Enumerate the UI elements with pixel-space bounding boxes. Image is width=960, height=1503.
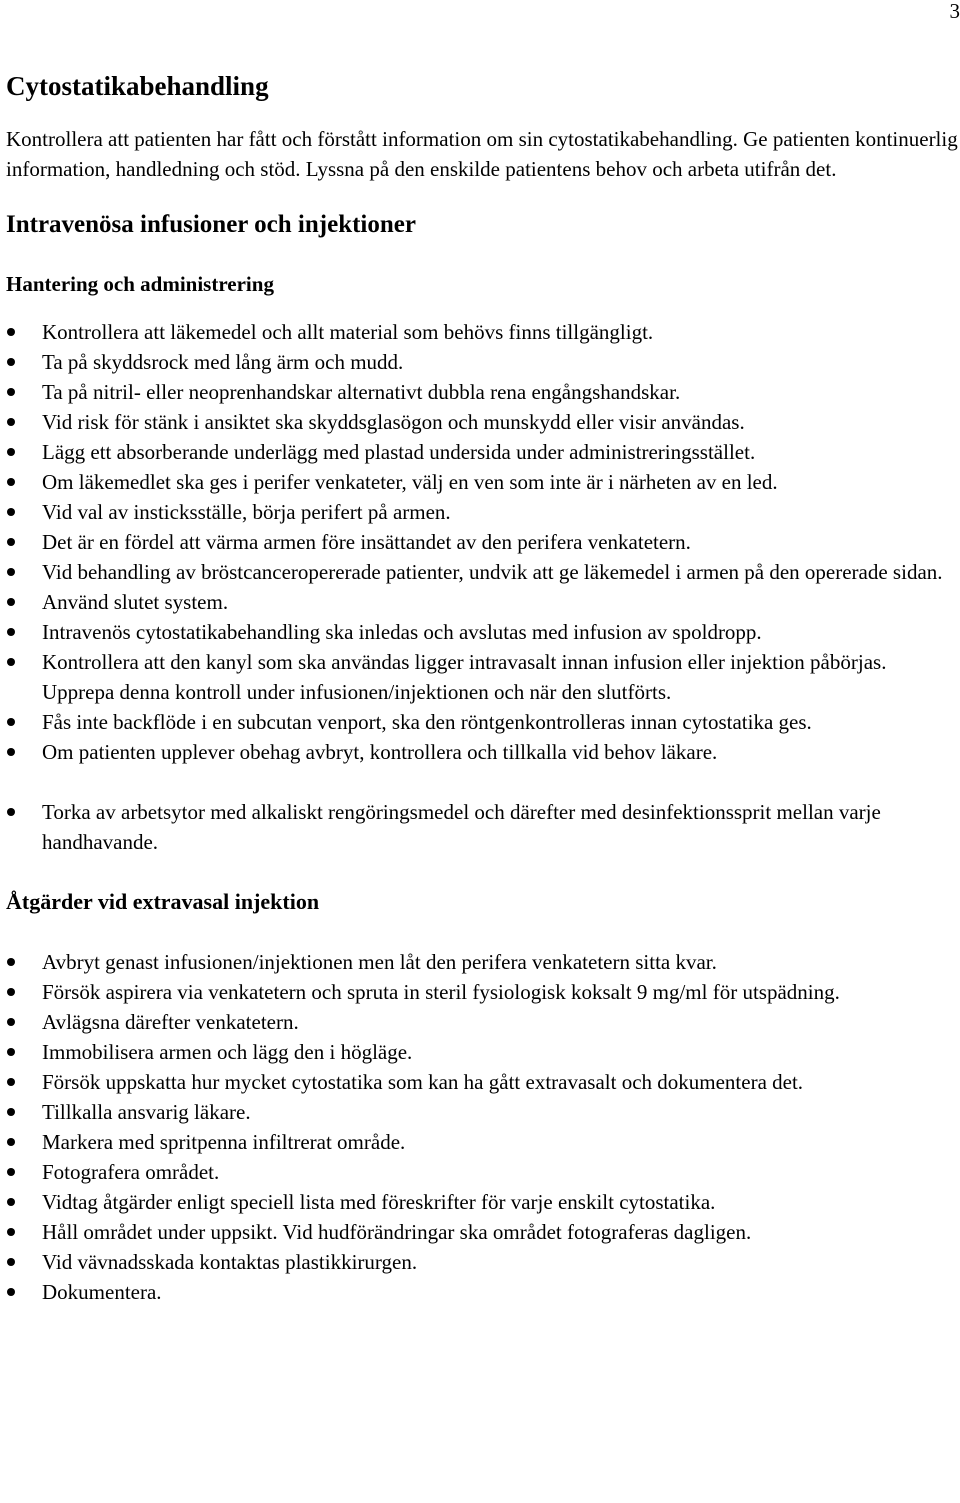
list-item <box>6 467 958 497</box>
list-item-text: Immobilisera armen och lägg den i högläge. <box>42 1040 413 1064</box>
bullet-icon <box>7 538 15 546</box>
list-item <box>6 497 958 527</box>
list-item <box>6 1277 958 1307</box>
bullet-icon <box>7 1228 15 1236</box>
handling-bullet-list <box>6 317 958 857</box>
list-item-text: Fotografera området. <box>42 1160 220 1184</box>
list-item <box>6 1037 958 1067</box>
list-item <box>6 1067 958 1097</box>
bullet-icon <box>7 358 15 366</box>
bullet-icon <box>7 808 15 816</box>
bullet-icon <box>7 1258 15 1266</box>
list-item <box>6 407 958 437</box>
list-item-text: Markera med spritpenna infiltrerat område. <box>42 1130 406 1154</box>
list-item <box>6 587 958 617</box>
extravasal-bullet-list <box>6 947 958 1307</box>
bullet-icon <box>7 1048 15 1056</box>
list-item-text: Dokumentera. <box>42 1280 162 1304</box>
bullet-icon <box>7 568 15 576</box>
list-item-text: Använd slutet system. <box>42 590 229 614</box>
list-item-text: Försök uppskatta hur mycket cytostatika som kan ha gått extravasalt och dokumentera det. <box>42 1070 804 1094</box>
list-item-text: Vid val av insticksställe, börja perifert på armen. <box>42 500 451 524</box>
list-item-text: Vid vävnadsskada kontaktas plastikkirurgen. <box>42 1250 418 1274</box>
subsection-heading-handling: Hantering och administrering <box>6 272 274 296</box>
list-item <box>6 737 958 767</box>
bullet-icon <box>7 1138 15 1146</box>
bullet-icon <box>7 598 15 606</box>
list-item <box>6 527 958 557</box>
bullet-icon <box>7 388 15 396</box>
bullet-icon <box>7 1288 15 1296</box>
list-item-text: Vidtag åtgärder enligt speciell lista med föreskrifter för varje enskilt cytostatika. <box>42 1190 716 1214</box>
list-item <box>6 647 958 707</box>
section-heading-intravenous: Intravenösa infusioner och injektioner <box>6 211 416 238</box>
list-item <box>6 1187 958 1217</box>
intro-paragraph: Kontrollera att patienten har fått och förstått information om sin cytostatikabehandling. Ge patienten kontinuerlig information, handledning och stöd. Lyssna på den enskilde patientens behov och arbeta utifrån det. <box>6 127 958 181</box>
bullet-icon <box>7 508 15 516</box>
list-item <box>6 557 958 587</box>
list-item <box>6 797 958 857</box>
list-item-text: Ta på nitril- eller neoprenhandskar alternativt dubbla rena engångshandskar. <box>42 380 681 404</box>
section-heading-extravasal: Åtgärder vid extravasal injektion <box>6 889 320 914</box>
list-item-text: Torka av arbetsytor med alkaliskt rengöringsmedel och därefter med desinfektionssprit mellan varje handhavande. <box>42 800 881 854</box>
list-item <box>6 437 958 467</box>
bullet-icon <box>7 1198 15 1206</box>
document-body <box>6 68 958 1307</box>
list-item-text: Intravenös cytostatikabehandling ska inledas och avslutas med infusion av spoldropp. <box>42 620 762 644</box>
list-item-text: Kontrollera att läkemedel och allt material som behövs finns tillgängligt. <box>42 320 654 344</box>
bullet-icon <box>7 418 15 426</box>
bullet-icon <box>7 1078 15 1086</box>
list-item-text: Det är en fördel att värma armen före insättandet av den perifera venkatetern. <box>42 530 691 554</box>
document-title: Cytostatikabehandling <box>6 71 269 101</box>
list-item-text: Om patienten upplever obehag avbryt, kontrollera och tillkalla vid behov läkare. <box>42 740 718 764</box>
list-item-text: Tillkalla ansvarig läkare. <box>42 1100 251 1124</box>
list-item <box>6 1217 958 1247</box>
list-item <box>6 1097 958 1127</box>
page-number: 3 <box>949 0 960 23</box>
list-item <box>6 1157 958 1187</box>
list-item <box>6 1127 958 1157</box>
list-item <box>6 977 958 1007</box>
bullet-icon <box>7 718 15 726</box>
list-item-text: Avlägsna därefter venkatetern. <box>42 1010 299 1034</box>
list-item-text: Försök aspirera via venkatetern och spruta in steril fysiologisk koksalt 9 mg/ml för utspädning. <box>42 980 840 1004</box>
list-item <box>6 317 958 347</box>
bullet-icon <box>7 478 15 486</box>
list-item <box>6 377 958 407</box>
bullet-icon <box>7 748 15 756</box>
list-item-text: Avbryt genast infusionen/injektionen men låt den perifera venkatetern sitta kvar. <box>42 950 717 974</box>
bullet-icon <box>7 1018 15 1026</box>
list-item-text: Kontrollera att den kanyl som ska användas ligger intravasalt innan infusion eller injektion påbörjas. Upprepa denna kontroll under infusionen/injektionen och när den slutförts. <box>42 650 887 704</box>
list-item-text: Fås inte backflöde i en subcutan venport, ska den röntgenkontrolleras innan cytostatika ges. <box>42 710 812 734</box>
list-item <box>6 617 958 647</box>
bullet-icon <box>7 658 15 666</box>
bullet-icon <box>7 328 15 336</box>
bullet-icon <box>7 1108 15 1116</box>
list-item-text: Vid risk för stänk i ansiktet ska skyddsglasögon och munskydd eller visir användas. <box>42 410 745 434</box>
list-item-text: Håll området under uppsikt. Vid hudförändringar ska området fotograferas dagligen. <box>42 1220 752 1244</box>
list-item-text: Lägg ett absorberande underlägg med plastad undersida under administreringsstället. <box>42 440 756 464</box>
bullet-icon <box>7 988 15 996</box>
list-item <box>6 347 958 377</box>
list-item-text: Vid behandling av bröstcanceropererade patienter, undvik att ge läkemedel i armen på den opererade sidan. <box>42 560 943 584</box>
list-item <box>6 707 958 737</box>
bullet-icon <box>7 448 15 456</box>
bullet-icon <box>7 1168 15 1176</box>
list-item <box>6 1007 958 1037</box>
list-item-text: Om läkemedlet ska ges i perifer venkateter, välj en ven som inte är i närheten av en led. <box>42 470 778 494</box>
list-item <box>6 947 958 977</box>
list-item-text: Ta på skyddsrock med lång ärm och mudd. <box>42 350 404 374</box>
bullet-icon <box>7 958 15 966</box>
bullet-icon <box>7 628 15 636</box>
list-item <box>6 1247 958 1277</box>
